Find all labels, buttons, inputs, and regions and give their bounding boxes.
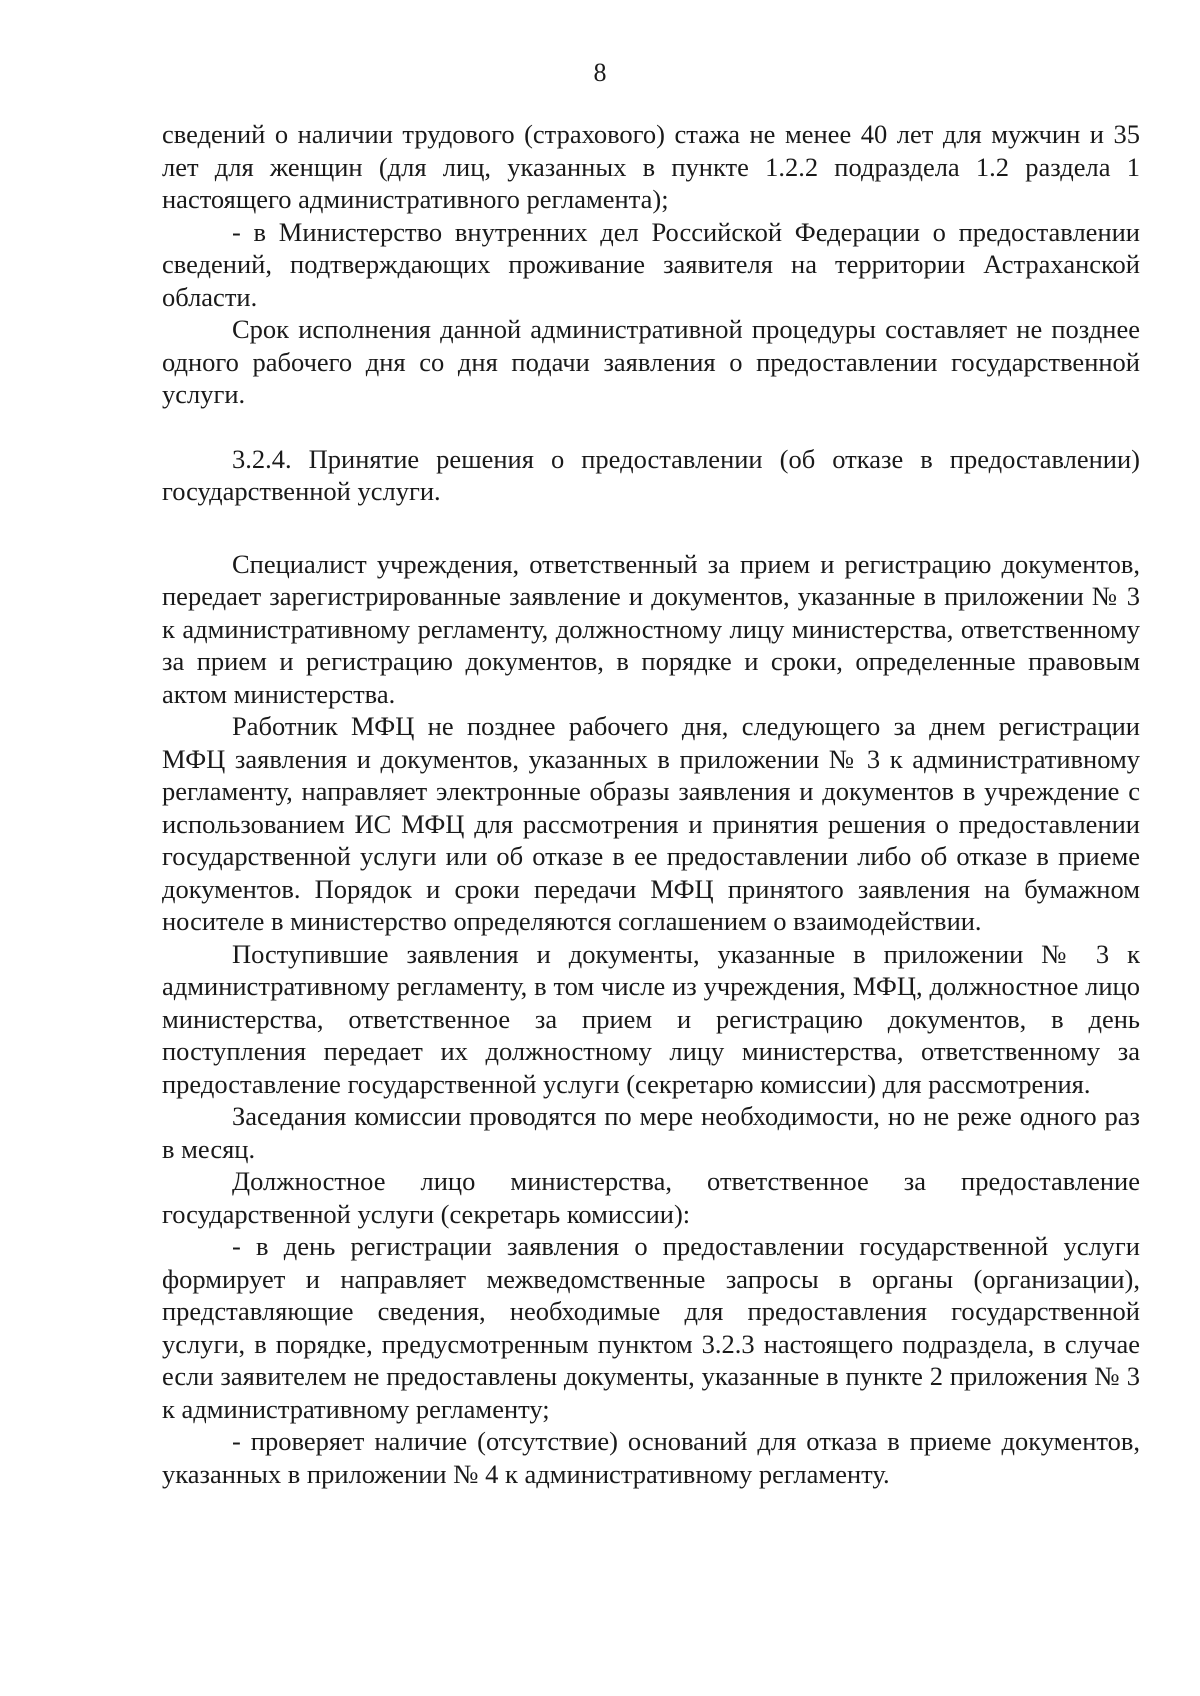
paragraph-deadline: Срок исполнения данной административной процедуры составляет не позднее одного рабочего дня со дня подачи заявления о предоставлении государственной услуги. xyxy=(162,314,1140,409)
document-body xyxy=(162,118,1140,1490)
paragraph-mvd-request: - в Министерство внутренних дел Российской Федерации о предоставлении сведений, подтверждающих проживание заявителя на территории Астраханской области. xyxy=(162,216,1140,312)
paragraph-official-duties: Должностное лицо министерства, ответственное за предоставление государственной услуги (секретарь комиссии): xyxy=(162,1166,1140,1229)
paragraph-commission-meetings: Заседания комиссии проводятся по мере необходимости, но не реже одного раз в месяц. xyxy=(162,1101,1140,1164)
paragraph-mfc-worker: Работник МФЦ не позднее рабочего дня, следующего за днем регистрации МФЦ заявления и документов, указанных в приложении № 3 к административному регламенту, направляет электронные образы заявления и документов в учреждение с использованием ИС МФЦ для рассмотрения и принятия решения о предоставлении государственной услуги или об отказе в ее предоставлении либо об отказе в приеме документов. Порядок и сроки передачи МФЦ принятого заявления на бумажном носителе в министерство определяются соглашением о взаимодействии. xyxy=(162,711,1140,936)
paragraph-continuation: сведений о наличии трудового (страхового) стажа не менее 40 лет для мужчин и 35 лет для женщин (для лиц, указанных в пункте 1.2.2 подраздела 1.2 раздела 1 настоящего административного регламента); xyxy=(162,119,1140,214)
list-item-check-grounds: - проверяет наличие (отсутствие) оснований для отказа в приеме документов, указанных в приложении № 4 к административному регламенту. xyxy=(162,1426,1140,1489)
list-item-interagency-requests: - в день регистрации заявления о предоставлении государственной услуги формирует и направляет межведомственные запросы в органы (организации), представляющие сведения, необходимые для предоставления государственной услуги, в порядке, предусмотренным пунктом 3.2.3 настоящего подраздела, в случае если заявителем не предоставлены документы, указанные в пункте 2 приложения № 3 к административному регламенту; xyxy=(162,1231,1140,1424)
page-number: 8 xyxy=(593,58,607,87)
paragraph-incoming-applications: Поступившие заявления и документы, указанные в приложении № 3 к административному регламенту, в том числе из учреждения, МФЦ, должностное лицо министерства, ответственное за прием и регистрацию документов, в день поступления передает их должностному лицу министерства, ответственному за предоставление государственной услуги (секретарю комиссии) для рассмотрения. xyxy=(162,938,1140,1099)
paragraph-institution-specialist: Специалист учреждения, ответственный за прием и регистрацию документов, передает зарегистрированные заявление и документов, указанные в приложении № 3 к административному регламенту, должностному лицу министерства, ответственному за прием и регистрацию документов, в порядке и сроки, определенные правовым актом министерства. xyxy=(162,548,1140,709)
section-heading-3-2-4: 3.2.4. Принятие решения о предоставлении (об отказе в предоставлении) государственной услуги. xyxy=(162,443,1140,506)
